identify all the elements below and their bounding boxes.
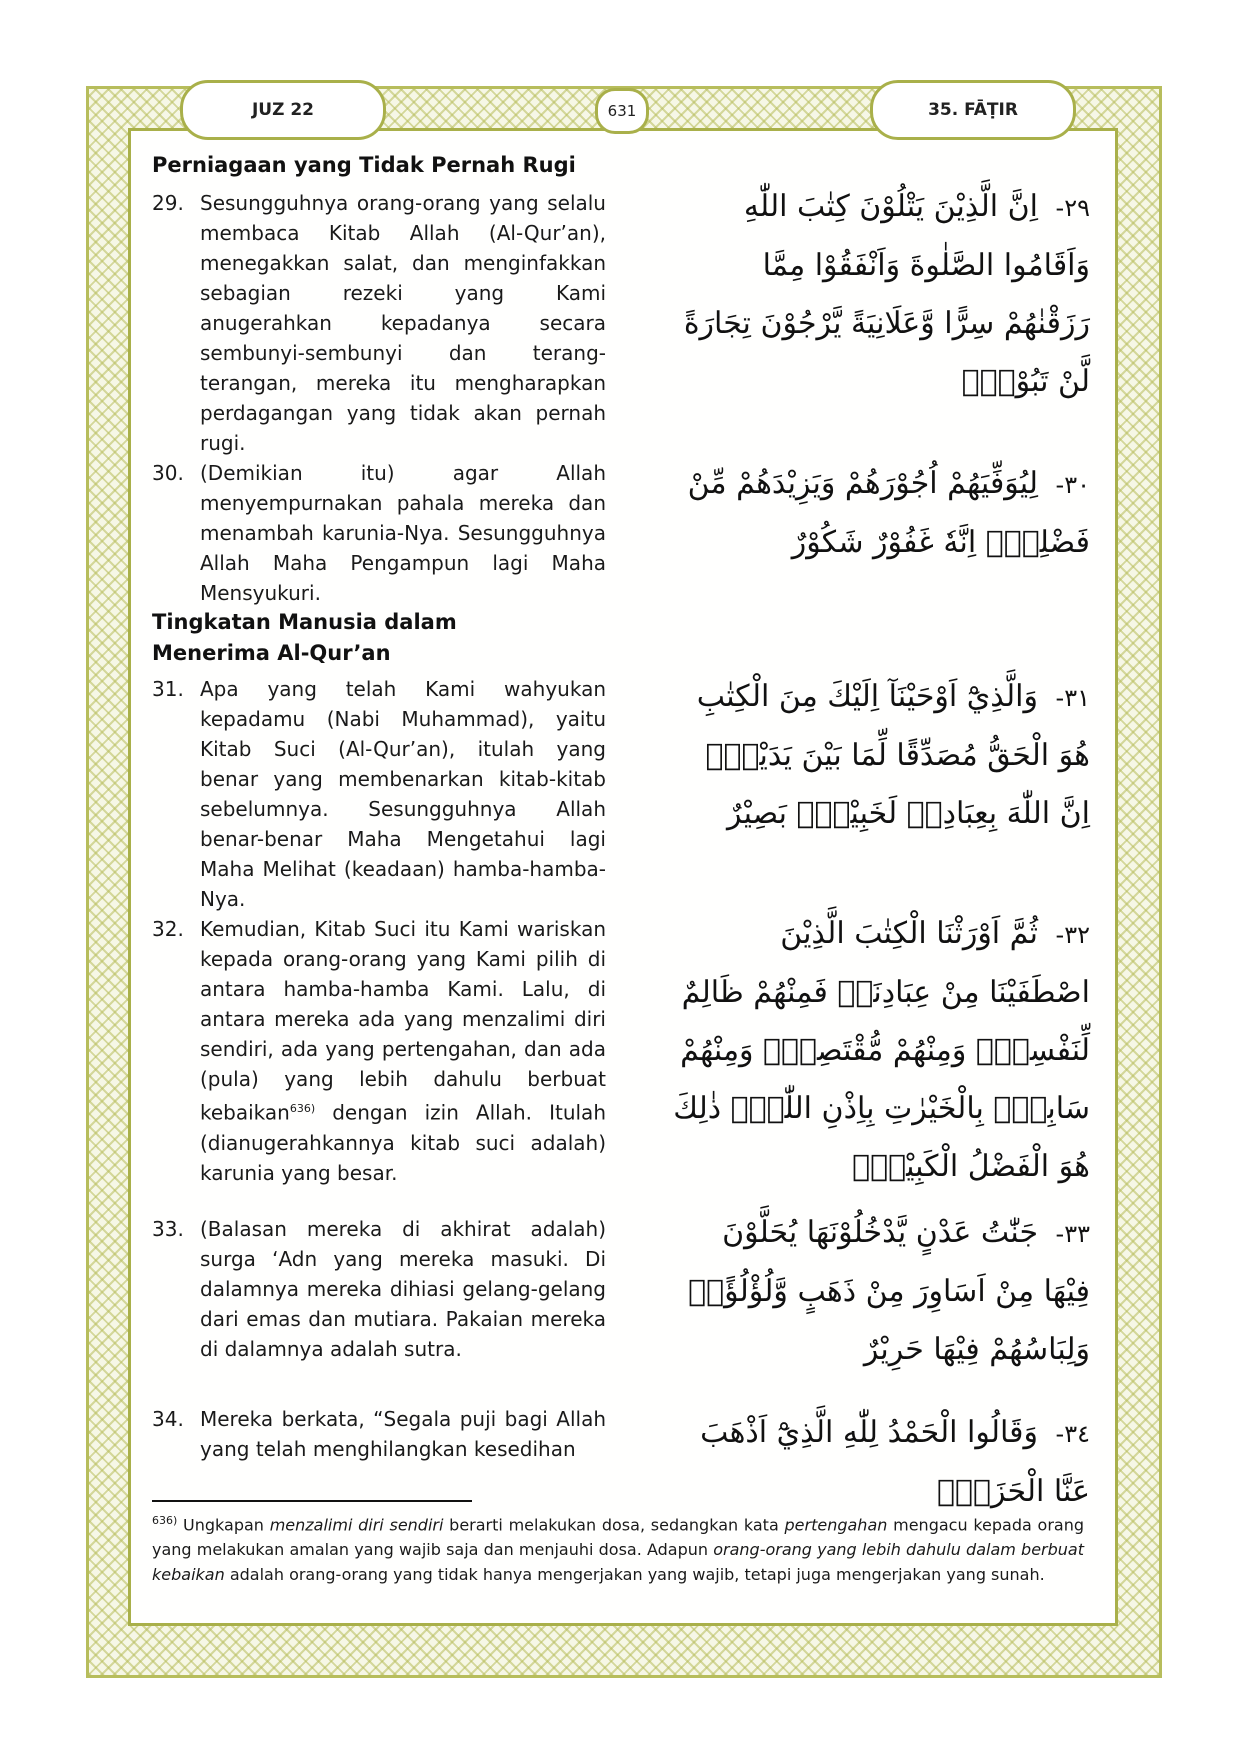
- arabic-verse-number: ٣٤-: [1055, 1420, 1090, 1448]
- verse-translation-29: [152, 188, 606, 458]
- verse-number: 29.: [152, 191, 184, 215]
- verse-number: 34.: [152, 1407, 184, 1431]
- verse-translation-33: [152, 1214, 606, 1364]
- verse-text: Mereka berkata, “Segala puji bagi Allah yang telah menghilangkan kesedihan: [200, 1407, 606, 1461]
- footnote-text: adalah orang-orang yang tidak hanya mengerjakan yang wajib, tetapi juga mengerjakan yang sunah.: [224, 1565, 1045, 1585]
- arabic-text: جَنّٰتُ عَدْنٍ يَّدْخُلُوْنَهَا يُحَلَّوْنَ فِيْهَا مِنْ اَسَاوِرَ مِنْ ذَهَبٍ وَّلُؤْلُؤًاۚ وَلِبَاسُهُمْ فِيْهَا حَرِيْرٌ: [688, 1215, 1090, 1367]
- verse-text-block: [200, 914, 606, 1188]
- arabic-text: وَقَالُوا الْحَمْدُ لِلّٰهِ الَّذِيْٓ اَذْهَبَ عَنَّا الْحَزَنَۗ: [700, 1415, 1090, 1509]
- footnote-ref: 636): [289, 1102, 316, 1115]
- section-heading: Perniagaan yang Tidak Pernah Rugi: [152, 153, 576, 177]
- arabic-verse-29: [670, 178, 1090, 411]
- arabic-verse-number: ٢٩-: [1055, 194, 1090, 222]
- arabic-verse-number: ٣٠-: [1055, 471, 1090, 499]
- arabic-verse-number: ٣٣-: [1055, 1220, 1090, 1248]
- verse-translation-30: [152, 458, 606, 608]
- footnote: [152, 1508, 1084, 1587]
- arabic-verse-30: [670, 455, 1090, 572]
- juz-label: JUZ 22: [180, 80, 386, 140]
- verse-number: 31.: [152, 677, 184, 701]
- arabic-text: وَالَّذِيْٓ اَوْحَيْنَآ اِلَيْكَ مِنَ الْكِتٰبِ هُوَ الْحَقُّ مُصَدِّقًا لِّمَا بَيْنَ يَدَيْهِۗ اِنَّ اللّٰهَ بِعِبَادِهٖ لَخَبِيْرٌۢ بَصِيْرٌ: [696, 679, 1090, 831]
- footnote-divider: [152, 1500, 472, 1502]
- arabic-verse-34: [670, 1404, 1090, 1521]
- arabic-verse-32: [670, 905, 1090, 1196]
- arabic-verse-31: [670, 668, 1090, 843]
- footnote-text: Ungkapan: [177, 1515, 270, 1535]
- page-number: 631: [595, 88, 649, 134]
- arabic-verse-number: ٣٢-: [1055, 921, 1090, 949]
- arabic-text: لِيُوَفِّيَهُمْ اُجُوْرَهُمْ وَيَزِيْدَهُمْ مِّنْ فَضْلِهٖۗ اِنَّهٗ غَفُوْرٌ شَكُوْرٌ: [687, 466, 1090, 560]
- arabic-text: ثُمَّ اَوْرَثْنَا الْكِتٰبَ الَّذِيْنَ اصْطَفَيْنَا مِنْ عِبَادِنَاۚ فَمِنْهُمْ ظَالِمٌ لِّنَفْسِهٖۚ وَمِنْهُمْ مُّقْتَصِدٌۚ وَمِنْهُمْ سَابِقٌۢ بِالْخَيْرٰتِ بِاِذْنِ اللّٰهِۗ ذٰلِكَ هُوَ الْفَضْلُ الْكَبِيْرُۗ: [673, 916, 1090, 1184]
- verse-text: (Balasan mereka di akhirat adalah) surga ‘Adn yang mereka masuki. Di dalamnya mereka dihiasi gelang-gelang dari emas dan mutiara. Pakaian mereka di dalamnya adalah sutra.: [200, 1217, 606, 1361]
- arabic-text: اِنَّ الَّذِيْنَ يَتْلُوْنَ كِتٰبَ اللّٰهِ وَاَقَامُوا الصَّلٰوةَ وَاَنْفَقُوْا مِمَّا رَزَقْنٰهُمْ سِرًّا وَّعَلَانِيَةً يَّرْجُوْنَ تِجَارَةً لَّنْ تَبُوْرَۙ: [683, 189, 1090, 399]
- verse-text: Apa yang telah Kami wahyukan kepadamu (Nabi Muhammad), yaitu Kitab Suci (Al-Qur’an), itulah yang benar yang membenarkan kitab-kitab sebelumnya. Sesungguhnya Allah benar-benar Maha Mengetahui lagi Maha Melihat (keadaan) hamba-hamba-Nya.: [200, 677, 606, 911]
- footnote-term: orang-orang yang lebih dahulu dalam berbuat kebaikan: [152, 1540, 1084, 1585]
- verse-number: 32.: [152, 917, 184, 941]
- footnote-text: mengacu kepada orang yang melakukan amalan yang wajib saja dan menjauhi dosa. Adapun: [152, 1515, 1085, 1560]
- footnote-number: 636): [152, 1514, 178, 1527]
- verse-text-continued: dengan izin Allah. Itulah (dianugerahkannya kitab suci adalah) karunia yang besar.: [200, 1100, 606, 1185]
- verse-translation-31: [152, 674, 606, 914]
- section-heading: Tingkatan Manusia dalam Menerima Al-Qur’an: [152, 610, 457, 665]
- verse-text: Kemudian, Kitab Suci itu Kami wariskan kepada orang-orang yang Kami pilih di antara hamba-hamba Kami. Lalu, di antara mereka ada yang menzalimi diri sendiri, ada yang pertengahan, dan ada (pula) yang lebih dahulu berbuat kebaikan: [200, 917, 606, 1125]
- arabic-verse-number: ٣١-: [1055, 684, 1090, 712]
- verse-number: 33.: [152, 1217, 184, 1241]
- verse-translation-32: [152, 914, 606, 1188]
- verse-translation-34: [152, 1404, 606, 1464]
- footnote-term: menzalimi diri sendiri: [269, 1515, 444, 1535]
- surah-label: 35. FĀṬIR: [870, 80, 1076, 140]
- verse-number: 30.: [152, 461, 184, 485]
- footnote-term: pertengahan: [784, 1515, 888, 1535]
- verse-text: (Demikian itu) agar Allah menyempurnakan pahala mereka dan menambah karunia-Nya. Sesungguhnya Allah Maha Pengampun lagi Maha Mensyukuri.: [200, 461, 606, 605]
- footnote-text: berarti melakukan dosa, sedangkan kata: [443, 1515, 785, 1535]
- arabic-verse-33: [670, 1204, 1090, 1379]
- verse-text: Sesungguhnya orang-orang yang selalu membaca Kitab Allah (Al-Qur’an), menegakkan salat, dan menginfakkan sebagian rezeki yang Kami anugerahkan kepadanya secara sembunyi-sembunyi dan terang-terangan, mereka itu mengharapkan perdagangan yang tidak akan pernah rugi.: [200, 191, 606, 455]
